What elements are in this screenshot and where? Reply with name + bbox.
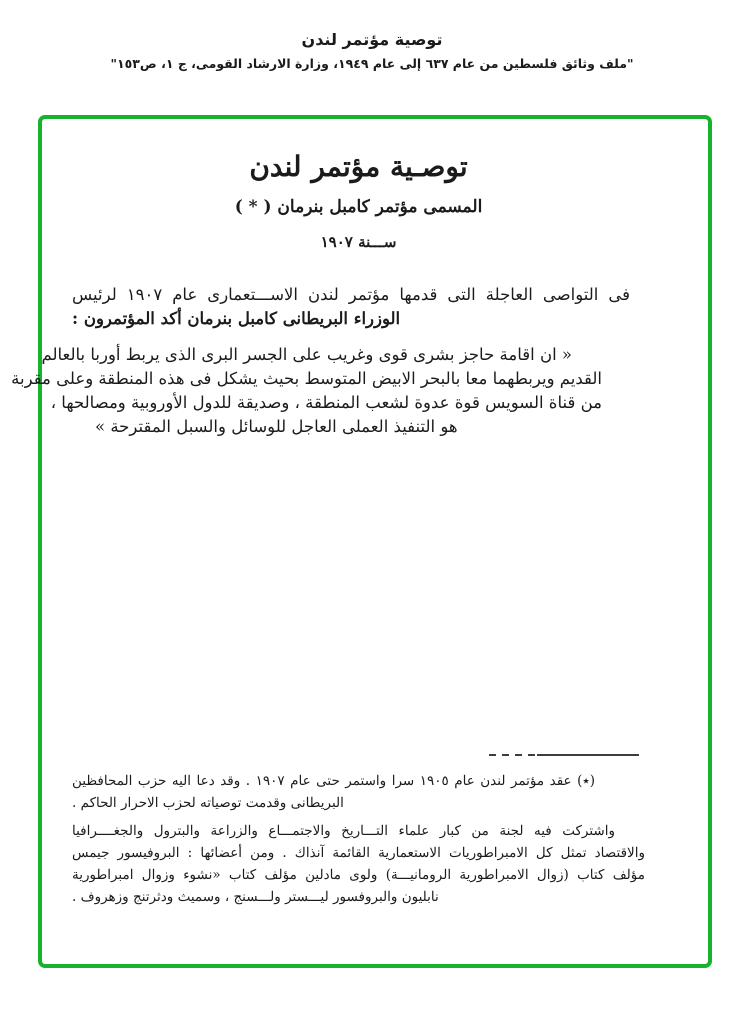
footnote-paragraph-2 — [72, 820, 645, 908]
text-line: نابليون والبروفسور ليـــستر ولـــسنج ، وسميث ودثرتنج وزهروف . — [72, 889, 439, 905]
source-citation: "ملف وثائق فلسطين من عام ٦٣٧ إلى عام ١٩٤٩، وزارة الارشاد القومى، ج ١، ص١٥٣" — [110, 56, 634, 71]
separator-dashed-segment — [489, 754, 537, 756]
document-content — [11, 119, 708, 964]
document-year: ســـنة ١٩٠٧ — [320, 233, 397, 251]
text-line: واشتركت فيه لجنة من كبار علماء التـــاريخ والاجتمـــاع والزراعة والبترول والجغــــرافيا — [72, 823, 615, 839]
blank-space — [72, 439, 645, 754]
page-title: توصية مؤتمر لندن — [301, 30, 443, 49]
text-line: « ان اقامة حاجز بشرى قوى وغريب على الجسر البرى الذى يربط أوربا بالعالم — [41, 345, 572, 364]
page-header — [0, 0, 744, 72]
text-line: والاقتصاد تمثل كل الامبراطوريات الاستعمارية القائمة آنذاك . ومن أعضائها : البروفيسور جيمس — [72, 845, 645, 861]
text-line: الوزراء البريطانى كامبل بنرمان أكد المؤتمرون : — [72, 309, 401, 328]
text-line: هو التنفيذ العملى العاجل للوسائل والسبل المقترحة » — [95, 417, 458, 436]
footnote-section — [72, 770, 645, 914]
text-line: البريطانى وقدمت توصياته لحزب الاحرار الحاكم . — [72, 795, 344, 811]
document-title: توصـية مؤتمر لندن — [249, 150, 468, 183]
separator-solid-segment — [537, 754, 639, 756]
text-line: (٭) عقد مؤتمر لندن عام ١٩٠٥ سرا واستمر حتى عام ١٩٠٧ . وقد دعا اليه حزب المحافظين — [72, 773, 595, 789]
text-line: فى التواصى العاجلة التى قدمها مؤتمر لندن الاســـتعمارى عام ١٩٠٧ لرئيس — [72, 285, 630, 304]
document-frame — [11, 115, 712, 968]
text-line: مؤلف كتاب (زوال الامبراطورية الرومانيـــة) ولوى مادلين مؤلف كتاب «نشوء وزوال امبراطورية — [72, 867, 645, 883]
document-subtitle: المسمى مؤتمر كامبل بنرمان ( * ) — [234, 197, 483, 217]
footnote-separator — [489, 754, 639, 756]
text-line: القديم ويربطهما معا بالبحر الابيض المتوسط بحيث يشكل فى هذه المنطقة وعلى مقربة — [11, 369, 602, 388]
intro-paragraph — [72, 283, 645, 331]
text-line: من قناة السويس قوة عدوة لشعب المنطقة ، وصديقة للدول الأوروبية ومصالحها ، — [50, 393, 602, 412]
footnote-paragraph-1 — [72, 770, 645, 814]
quote-paragraph — [11, 343, 602, 439]
